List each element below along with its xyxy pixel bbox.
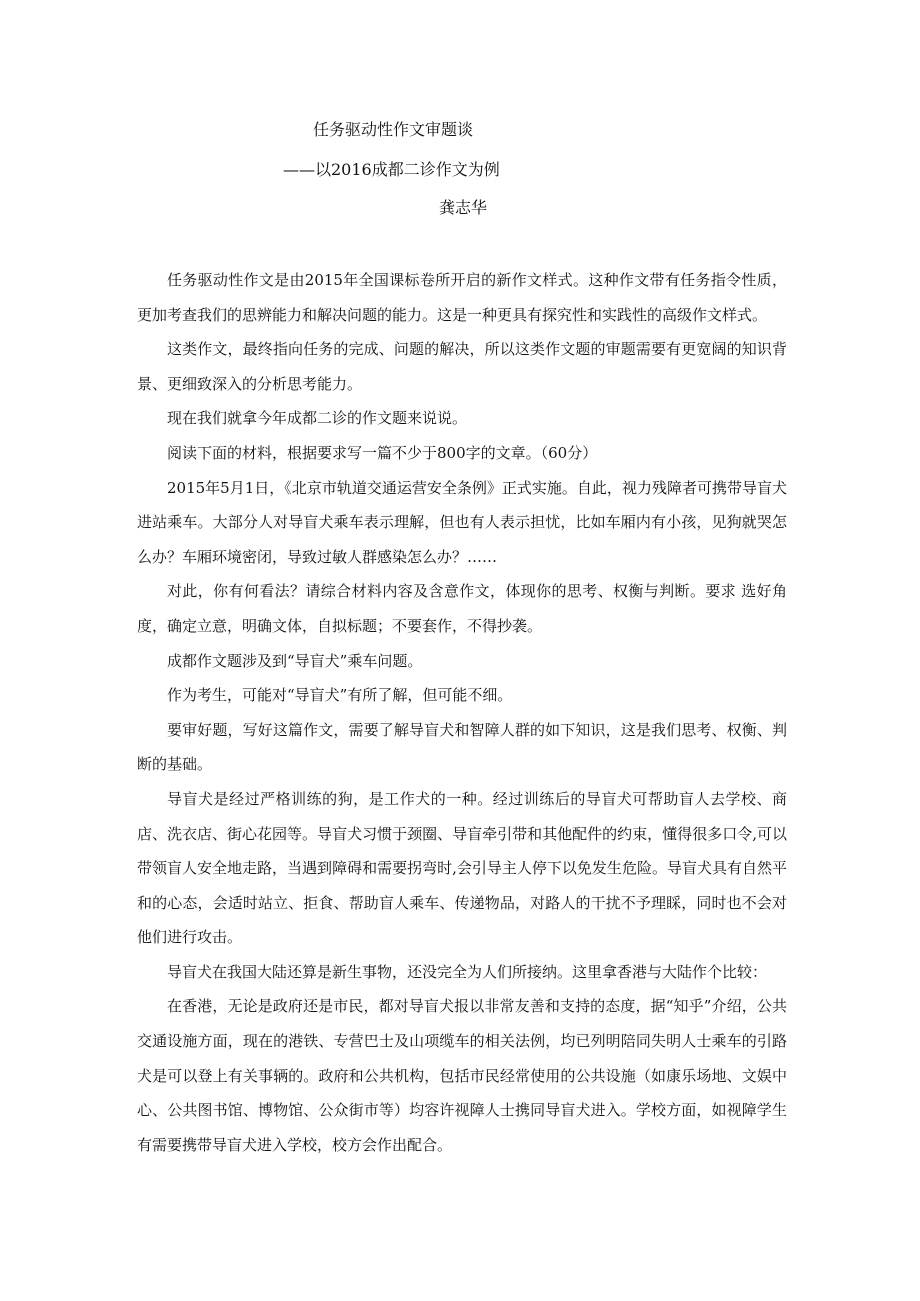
document-subtitle: ——以2016成都二诊作文为例	[283, 160, 500, 179]
paragraph-knowledge: 要审好题，写好这篇作文，需要了解导盲犬和智障人群的如下知识，这是我们思考、权衡、判断的基础。	[137, 720, 787, 774]
paragraph-student-note: 作为考生，可能对“导盲犬”有所了解，但可能不细。	[167, 686, 513, 705]
paragraph-scope: 这类作文，最终指向任务的完成、问题的解决，所以这类作文题的审题需要有更宽阔的知识背景、更细致深入的分析思考能力。	[137, 340, 787, 393]
paragraph-prompt-material: 2015年5月1日，《北京市轨道交通运营安全条例》正式实施。自此，视力残障者可携带导盲犬进站乘车。大部分人对导盲犬乘车表示理解，但也有人表示担忧，比如车厢内有小孩，见狗就哭怎么办？车厢环境密闭，导致过敏人群感染怎么办？……	[137, 478, 787, 566]
paragraph-hong-kong: 在香港，无论是政府还是市民，都对导盲犬报以非常友善和支持的态度，据“知乎”介绍，公共交通设施方面，现在的港铁、专营巴士及山项缆车的相关法例，均已列明陪同失明人士乘车的引路犬是可以登上有关事辆的。政府和公共机构，包括市民经常使用的公共设施（如康乐场地、文娱中心、公共图书馆、博物馆、公众街市等）均容许视障人士携同导盲犬进入。学校方面，如视障学生有需要携带导盲犬进入学校，校方会作出配合。	[137, 997, 787, 1154]
document-author: 龚志华	[439, 198, 488, 217]
document-title: 任务驱动性作文审题谈	[313, 120, 474, 139]
paragraph-guide-dog-description: 导盲犬是经过严格训练的狗，是工作犬的一种。经过训练后的导盲犬可帮助盲人去学校、商店、洗衣店、街心花园等。导盲犬习惯于颈圈、导盲牵引带和其他配件的约束，懂得很多口令,可以带领盲人安全地走路，当遇到障碍和需要拐弯时,会引导主人停下以免发生危险。导盲犬具有自然平和的心态，会适时站立、拒食、帮助盲人乘车、传递物品，对路人的干扰不予理睬，同时也不会对他们进行攻击。	[137, 789, 787, 947]
paragraph-comparison-intro: 导盲犬在我国大陆还算是新生事物，还没完全为人们所接纳。这里拿香港与大陆作个比较：	[167, 962, 768, 981]
paragraph-prompt-requirements: 对此，你有何看法？请综合材料内容及含意作文，体现你的思考、权衡与判断。要求 选好角度，确定立意，明确文体，自拟标题；不要套作，不得抄袭。	[137, 582, 787, 635]
paragraph-prompt-instruction: 阅读下面的材料，根据要求写一篇不少于800字的文章。（60分）	[167, 443, 598, 462]
paragraph-intro: 任务驱动性作文是由2015年全国课标卷所开启的新作文样式。这种作文带有任务指令性质，更加考查我们的思辨能力和解决问题的能力。这是一种更具有探究性和实践性的高级作文样式。	[137, 271, 787, 324]
paragraph-lead-in: 现在我们就拿今年成都二诊的作文题来说说。	[167, 409, 468, 428]
document-body	[137, 263, 787, 1162]
paragraph-topic: 成都作文题涉及到“导盲犬”乘车问题。	[167, 651, 423, 670]
